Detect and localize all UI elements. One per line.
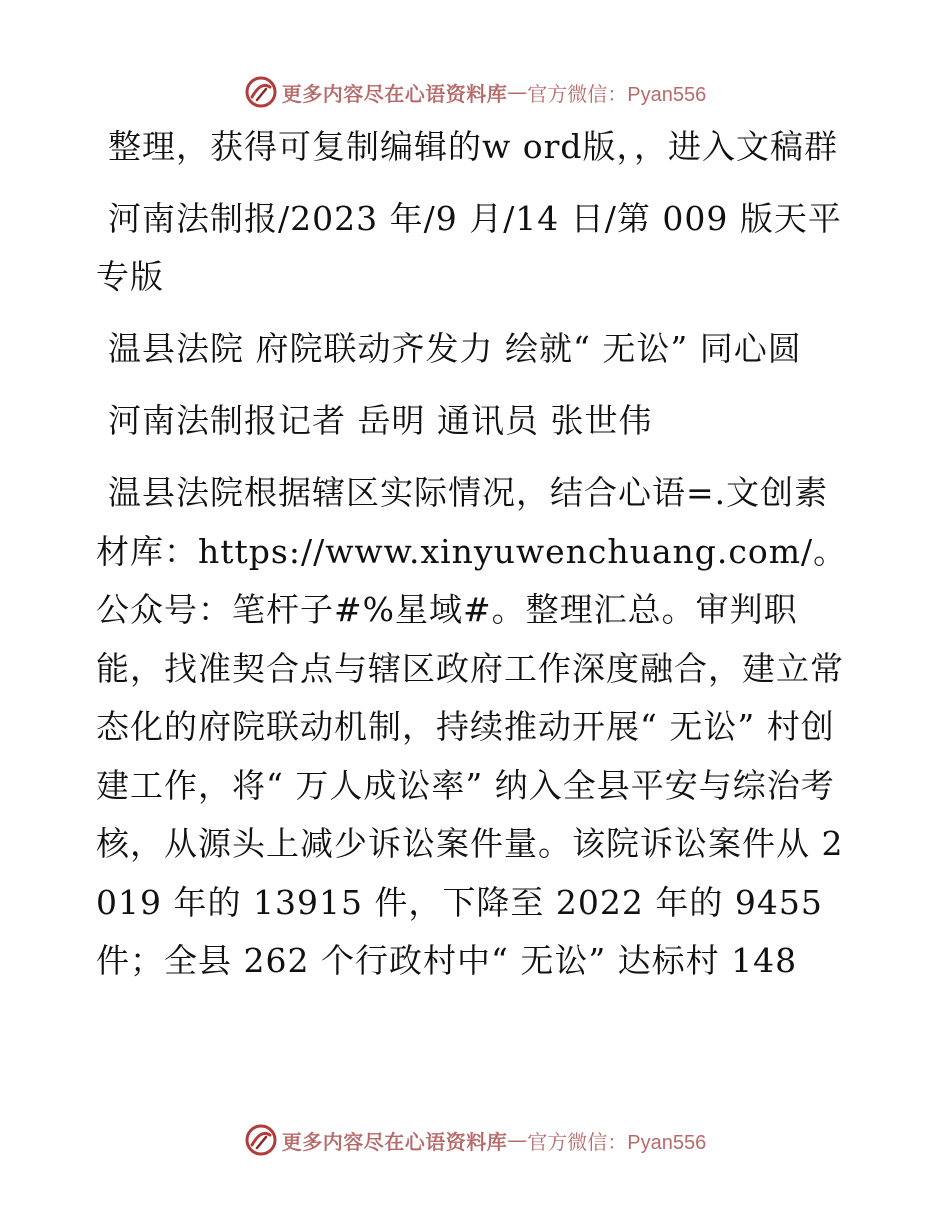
header-watermark — [0, 70, 950, 114]
document-body — [96, 118, 856, 1005]
red-seal-logo-icon — [244, 75, 278, 109]
watermark-wechat: 官方微信：Pyan556 — [527, 83, 707, 106]
article-body-paragraph: 温县法院根据辖区实际情况，结合心语=.文创素材库：https://www.xinyuwenchuang.com/。公众号：笔杆子#%星域#。整理汇总。审判职能，找准契合点与辖区政府工作深度融合，建立常态化的府院联动机制，持续推动开展“ 无讼” 村创建工作，将“ 万人成讼率” 纳入全县平安与综治考核，从源头上减少诉讼案件量。该院诉讼案件从 2019 年的 13915 件，下降至 2022 年的 9455 件；全县 262 个行政村中“ 无讼” 达标村 148 — [96, 473, 848, 980]
source-line: 河南法制报/2023 年/9 月/14 日/第 009 版天平专版 — [96, 199, 842, 296]
footer-watermark — [0, 1118, 950, 1162]
watermark-wechat: 官方微信：Pyan556 — [527, 1131, 707, 1154]
watermark-separator: — — [507, 1128, 528, 1152]
watermark-text: 更多内容尽在心语资料库 — [281, 1129, 508, 1154]
red-seal-logo-icon — [244, 1123, 278, 1157]
intro-paragraph: 整理，获得可复制编辑的w ord版，，进入文稿群 — [108, 127, 839, 166]
watermark-text: 更多内容尽在心语资料库 — [281, 81, 508, 106]
article-headline: 温县法院 府院联动齐发力 绘就“ 无讼” 同心圆 — [108, 329, 802, 368]
article-byline: 河南法制报记者 岳明 通讯员 张世伟 — [108, 401, 653, 440]
watermark-separator: — — [507, 80, 528, 104]
